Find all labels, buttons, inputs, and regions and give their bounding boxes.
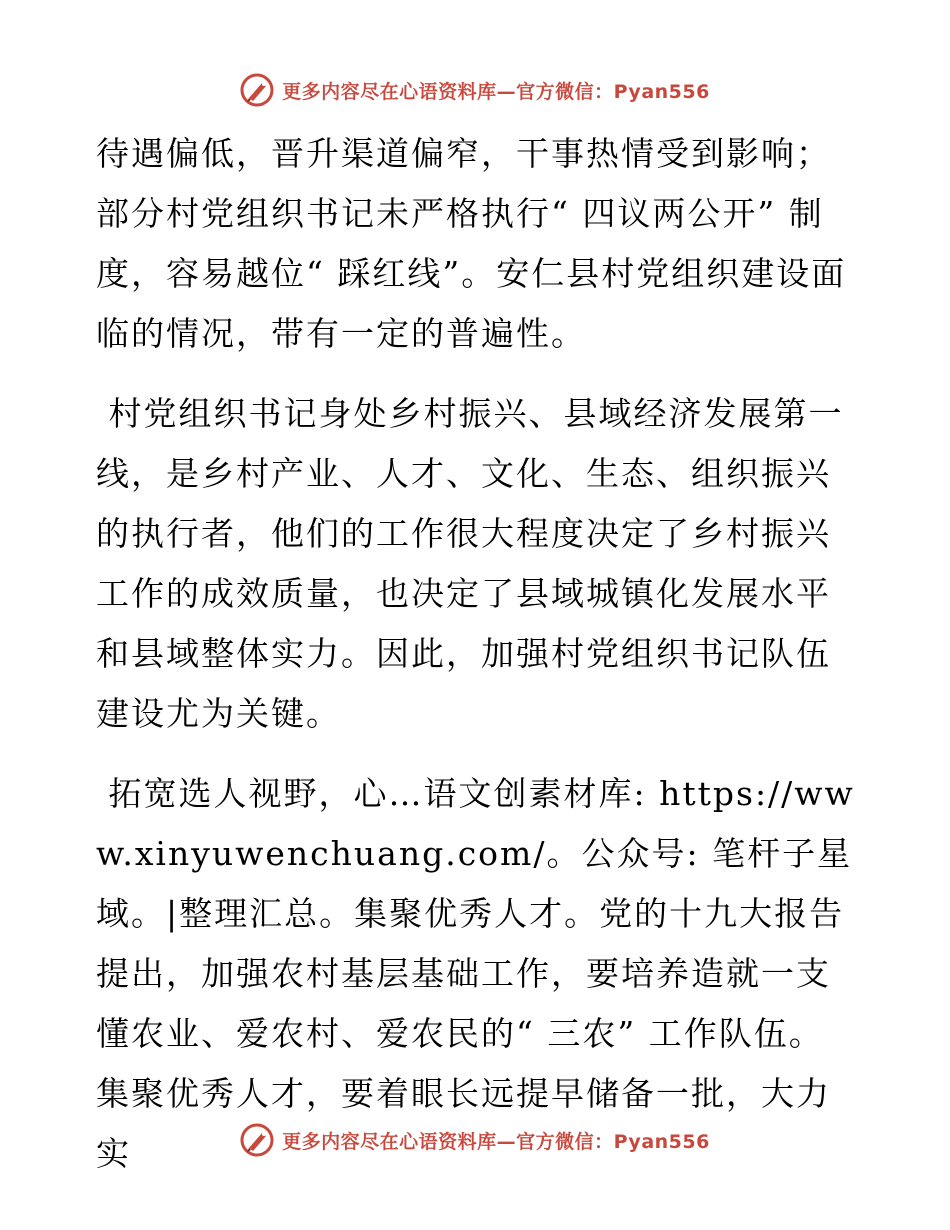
document-body [96, 124, 856, 1184]
paragraph-2: 村党组织书记身处乡村振兴、县域经济发展第一线，是乡村产业、人才、文化、生态、组织振兴的执行者，他们的工作很大程度决定了乡村振兴工作的成效质量，也决定了县域城镇化发展水平和县域整体实力。因此，加强村党组织书记队伍建设尤为关键。 [96, 394, 844, 733]
watermark-text: 更多内容尽在心语资料库—官方微信：Pyan556 [282, 1130, 710, 1153]
pen-logo-icon [240, 73, 274, 107]
paragraph-1: 待遇偏低，晋升渠道偏窄，干事热情受到影响；部分村党组织书记未严格执行“ 四议两公开” 制度，容易越位“ 踩红线”。安仁县村党组织建设面临的情况，带有一定的普遍性。 [96, 134, 847, 353]
watermark-text: 更多内容尽在心语资料库—官方微信：Pyan556 [282, 80, 710, 103]
header-watermark [0, 70, 950, 110]
footer-watermark [0, 1120, 950, 1160]
paragraph-3: 拓宽选人视野，心…语文创素材库: https://www.xinyuwenchuang.com/。公众号: 笔杆子星域。|整理汇总。集聚优秀人才。党的十九大报告提出，加强农村基层基础工作，要培养造就一支懂农业、爱农村、爱农民的“ 三农” 工作队伍。集聚优秀人才，要着眼长远提早储备一批，大力实 [96, 774, 855, 1173]
pen-logo-icon [240, 1123, 274, 1157]
